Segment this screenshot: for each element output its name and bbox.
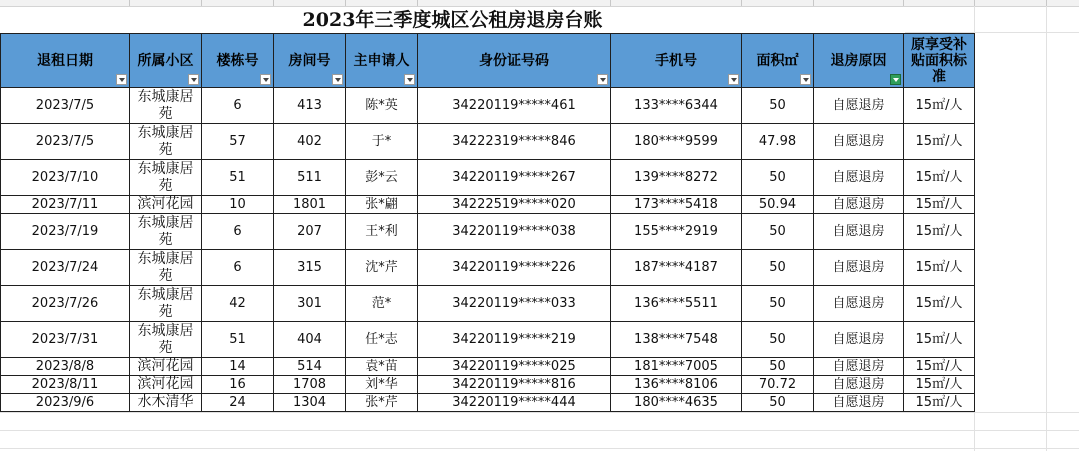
filter-dropdown-icon[interactable] — [800, 74, 811, 85]
column-divider — [201, 0, 202, 6]
cell-date[interactable]: 2023/7/26 — [1, 286, 130, 322]
cell-building[interactable]: 57 — [202, 124, 274, 160]
cell-date[interactable]: 2023/7/5 — [1, 88, 130, 124]
cell-date[interactable]: 2023/8/11 — [1, 376, 130, 394]
cell-applicant[interactable]: 王*利 — [346, 214, 418, 250]
cell-building[interactable]: 6 — [202, 250, 274, 286]
cell-room[interactable]: 301 — [274, 286, 346, 322]
cell-area[interactable]: 50 — [742, 286, 814, 322]
cell-date[interactable]: 2023/9/6 — [1, 394, 130, 412]
header-community — [130, 34, 202, 88]
filter-dropdown-icon[interactable] — [260, 74, 271, 85]
cell-id-number[interactable]: 34220119*****226 — [418, 250, 611, 286]
filter-dropdown-icon[interactable] — [332, 74, 343, 85]
header-phone — [611, 34, 742, 88]
cell-reason[interactable]: 自愿退房 — [814, 214, 904, 250]
cell-date[interactable]: 2023/7/24 — [1, 250, 130, 286]
cell-area[interactable]: 50 — [742, 358, 814, 376]
cell-phone[interactable]: 180****9599 — [611, 124, 742, 160]
table-body — [1, 88, 975, 412]
cell-room[interactable]: 1801 — [274, 196, 346, 214]
cell-building[interactable]: 16 — [202, 376, 274, 394]
cell-date[interactable]: 2023/7/10 — [1, 160, 130, 196]
cell-building[interactable]: 42 — [202, 286, 274, 322]
gridline — [0, 412, 1079, 413]
cell-applicant[interactable]: 彭*云 — [346, 160, 418, 196]
filter-dropdown-icon[interactable] — [404, 74, 415, 85]
cell-community[interactable]: 滨河花园 — [130, 196, 202, 214]
filter-dropdown-icon[interactable] — [597, 74, 608, 85]
column-header-strip — [0, 0, 1079, 7]
header-label: 退租日期 — [37, 52, 93, 69]
gridline — [0, 448, 1079, 449]
table-row — [1, 286, 975, 322]
header-row — [1, 34, 975, 88]
cell-date[interactable]: 2023/7/19 — [1, 214, 130, 250]
cell-subsidy[interactable]: 15㎡/人 — [904, 160, 975, 196]
cell-room[interactable]: 514 — [274, 358, 346, 376]
cell-date[interactable]: 2023/7/5 — [1, 124, 130, 160]
cell-subsidy[interactable]: 15㎡/人 — [904, 88, 975, 124]
cell-room[interactable]: 1304 — [274, 394, 346, 412]
cell-reason[interactable]: 自愿退房 — [814, 196, 904, 214]
cell-building[interactable]: 24 — [202, 394, 274, 412]
active-filter-icon[interactable] — [890, 74, 901, 85]
cell-applicant[interactable]: 沈*芹 — [346, 250, 418, 286]
cell-id-number[interactable]: 34220119*****033 — [418, 286, 611, 322]
cell-area[interactable]: 70.72 — [742, 376, 814, 394]
cell-phone[interactable]: 180****4635 — [611, 394, 742, 412]
cell-room[interactable]: 402 — [274, 124, 346, 160]
cell-reason[interactable]: 自愿退房 — [814, 394, 904, 412]
cell-subsidy[interactable]: 15㎡/人 — [904, 376, 975, 394]
cell-building[interactable]: 51 — [202, 160, 274, 196]
cell-id-number[interactable]: 34220119*****025 — [418, 358, 611, 376]
cell-community[interactable]: 东城康居苑 — [130, 88, 202, 124]
cell-applicant[interactable]: 于* — [346, 124, 418, 160]
cell-community[interactable]: 东城康居苑 — [130, 124, 202, 160]
cell-reason[interactable]: 自愿退房 — [814, 322, 904, 358]
column-divider — [417, 0, 418, 6]
gridline — [1046, 6, 1047, 451]
header-label: 退房原因 — [830, 52, 887, 69]
column-divider — [273, 0, 274, 6]
cell-id-number[interactable]: 34222519*****020 — [418, 196, 611, 214]
table-row — [1, 394, 975, 412]
table-row — [1, 376, 975, 394]
cell-subsidy[interactable]: 15㎡/人 — [904, 286, 975, 322]
header-label: 楼栋号 — [216, 52, 259, 69]
cell-subsidy[interactable]: 15㎡/人 — [904, 250, 975, 286]
header-reason — [814, 34, 904, 88]
cell-id-number[interactable]: 34220119*****816 — [418, 376, 611, 394]
header-area — [742, 34, 814, 88]
cell-applicant[interactable]: 张*芹 — [346, 394, 418, 412]
table-row — [1, 88, 975, 124]
cell-id-number[interactable]: 34220119*****444 — [418, 394, 611, 412]
cell-phone[interactable]: 181****7005 — [611, 358, 742, 376]
header-date — [1, 34, 130, 88]
cell-date[interactable]: 2023/7/11 — [1, 196, 130, 214]
cell-area[interactable]: 50 — [742, 250, 814, 286]
column-divider — [903, 0, 904, 6]
cell-room[interactable]: 315 — [274, 250, 346, 286]
column-divider — [129, 0, 130, 6]
cell-reason[interactable]: 自愿退房 — [814, 376, 904, 394]
header-building — [202, 34, 274, 88]
cell-subsidy[interactable]: 15㎡/人 — [904, 124, 975, 160]
cell-id-number[interactable]: 34220119*****461 — [418, 88, 611, 124]
cell-room[interactable]: 413 — [274, 88, 346, 124]
column-divider — [610, 0, 611, 6]
cell-id-number[interactable]: 34220119*****219 — [418, 322, 611, 358]
cell-room[interactable]: 1708 — [274, 376, 346, 394]
cell-phone[interactable]: 155****2919 — [611, 214, 742, 250]
cell-area[interactable]: 50 — [742, 214, 814, 250]
cell-reason[interactable]: 自愿退房 — [814, 250, 904, 286]
filter-dropdown-icon[interactable] — [188, 74, 199, 85]
cell-reason[interactable]: 自愿退房 — [814, 88, 904, 124]
cell-date[interactable]: 2023/8/8 — [1, 358, 130, 376]
header-label: 面积㎡ — [756, 52, 799, 69]
cell-reason[interactable]: 自愿退房 — [814, 358, 904, 376]
cell-id-number[interactable]: 34220119*****038 — [418, 214, 611, 250]
cell-phone[interactable]: 187****4187 — [611, 250, 742, 286]
cell-room[interactable]: 511 — [274, 160, 346, 196]
cell-building[interactable]: 51 — [202, 322, 274, 358]
cell-community[interactable]: 东城康居苑 — [130, 286, 202, 322]
cell-community[interactable]: 东城康居苑 — [130, 160, 202, 196]
header-label: 房间号 — [288, 52, 331, 69]
cell-phone[interactable]: 136****8106 — [611, 376, 742, 394]
cell-building[interactable]: 6 — [202, 214, 274, 250]
header-room — [274, 34, 346, 88]
gridline — [0, 430, 1079, 431]
cell-subsidy[interactable]: 15㎡/人 — [904, 322, 975, 358]
cell-area[interactable]: 50.94 — [742, 196, 814, 214]
cell-community[interactable]: 东城康居苑 — [130, 214, 202, 250]
cell-room[interactable]: 207 — [274, 214, 346, 250]
table-row — [1, 196, 975, 214]
cell-phone[interactable]: 133****6344 — [611, 88, 742, 124]
ledger-table — [0, 33, 975, 412]
cell-area[interactable]: 50 — [742, 394, 814, 412]
cell-date[interactable]: 2023/7/31 — [1, 322, 130, 358]
column-divider — [741, 0, 742, 6]
cell-community[interactable]: 滨河花园 — [130, 358, 202, 376]
cell-reason[interactable]: 自愿退房 — [814, 286, 904, 322]
header-label: 所属小区 — [137, 52, 194, 69]
cell-applicant[interactable]: 任*志 — [346, 322, 418, 358]
filter-dropdown-icon[interactable] — [728, 74, 739, 85]
table-row — [1, 160, 975, 196]
cell-applicant[interactable]: 袁*苗 — [346, 358, 418, 376]
table-row — [1, 214, 975, 250]
cell-area[interactable]: 50 — [742, 160, 814, 196]
cell-building[interactable]: 14 — [202, 358, 274, 376]
cell-subsidy[interactable]: 15㎡/人 — [904, 358, 975, 376]
cell-applicant[interactable]: 刘*华 — [346, 376, 418, 394]
cell-reason[interactable]: 自愿退房 — [814, 124, 904, 160]
table-row — [1, 358, 975, 376]
cell-phone[interactable]: 173****5418 — [611, 196, 742, 214]
filter-dropdown-icon[interactable] — [116, 74, 127, 85]
column-divider — [345, 0, 346, 6]
cell-phone[interactable]: 136****5511 — [611, 286, 742, 322]
cell-subsidy[interactable]: 15㎡/人 — [904, 214, 975, 250]
cell-phone[interactable]: 139****8272 — [611, 160, 742, 196]
cell-area[interactable]: 50 — [742, 88, 814, 124]
cell-building[interactable]: 6 — [202, 88, 274, 124]
cell-subsidy[interactable]: 15㎡/人 — [904, 196, 975, 214]
cell-applicant[interactable]: 范* — [346, 286, 418, 322]
header-subsidy — [904, 34, 975, 88]
cell-subsidy[interactable]: 15㎡/人 — [904, 394, 975, 412]
cell-applicant[interactable]: 张*翩 — [346, 196, 418, 214]
cell-id-number[interactable]: 34220119*****267 — [418, 160, 611, 196]
header-id-number — [418, 34, 611, 88]
cell-community[interactable]: 东城康居苑 — [130, 250, 202, 286]
header-label: 主申请人 — [353, 52, 410, 69]
header-applicant — [346, 34, 418, 88]
header-label: 原享受补贴面积标准 — [911, 36, 967, 85]
column-divider — [813, 0, 814, 6]
header-label: 手机号 — [655, 52, 697, 69]
cell-community[interactable]: 东城康居苑 — [130, 322, 202, 358]
cell-community[interactable]: 水木清华 — [130, 394, 202, 412]
table-row — [1, 322, 975, 358]
sheet-title: 2023年三季度城区公租房退房台账 — [302, 9, 603, 31]
cell-id-number[interactable]: 34222319*****846 — [418, 124, 611, 160]
header-label: 身份证号码 — [479, 52, 549, 69]
cell-reason[interactable]: 自愿退房 — [814, 160, 904, 196]
table-row — [1, 124, 975, 160]
table-row — [1, 250, 975, 286]
cell-area[interactable]: 47.98 — [742, 124, 814, 160]
cell-area[interactable]: 50 — [742, 322, 814, 358]
cell-building[interactable]: 10 — [202, 196, 274, 214]
cell-applicant[interactable]: 陈*英 — [346, 88, 418, 124]
cell-room[interactable]: 404 — [274, 322, 346, 358]
cell-community[interactable]: 滨河花园 — [130, 376, 202, 394]
cell-phone[interactable]: 138****7548 — [611, 322, 742, 358]
